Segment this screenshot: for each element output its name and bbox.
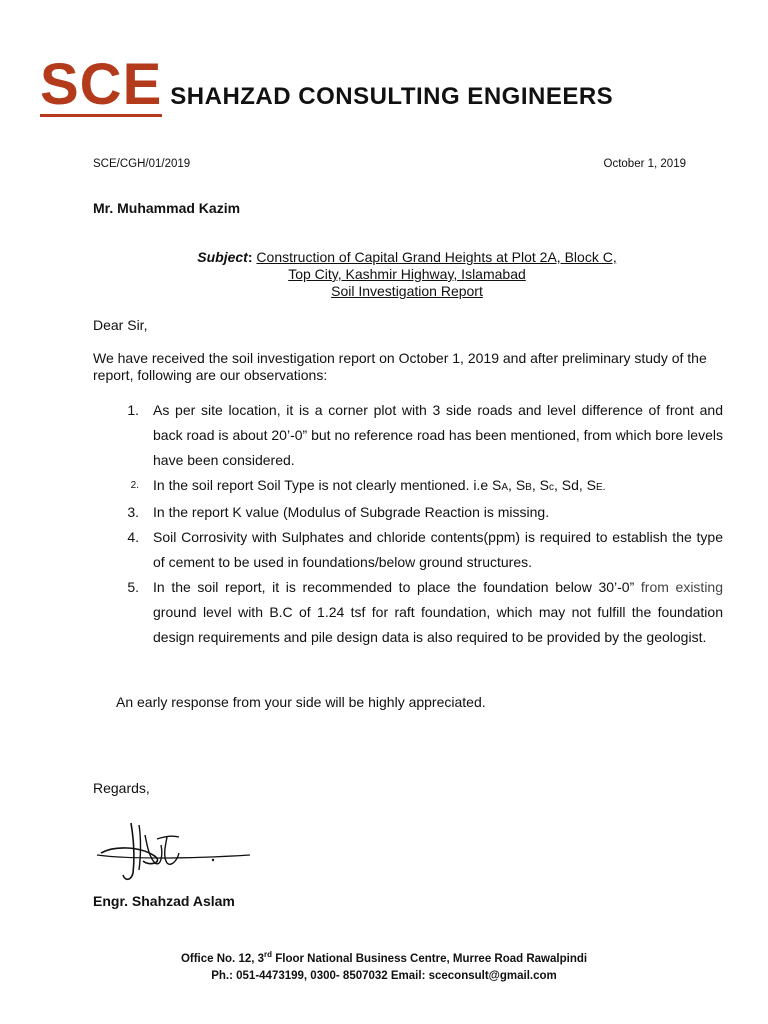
soil-type-sep: , S [531, 477, 549, 493]
list-item [93, 398, 723, 473]
list-item [93, 525, 723, 575]
soil-type-b: B [525, 482, 532, 493]
item-text: As per site location, it is a corner plot with 3 side roads and level difference of front and back road is about 20’-0” but no reference road has been mentioned, from which bore levels have been considered. [153, 402, 723, 468]
item-text [153, 473, 723, 500]
list-item [93, 500, 723, 525]
closing-sentence: An early response from your side will be highly appreciated. [116, 694, 486, 710]
soil-type-a: A [501, 482, 509, 493]
footer-sup: rd [264, 950, 273, 959]
list-item [93, 473, 723, 500]
intro-paragraph: We have received the soil investigation report on October 1, 2019 and after preliminary study of the report, following are our observations: [93, 350, 707, 383]
item-text [153, 575, 723, 650]
soil-type-c: c [548, 482, 554, 493]
footer-contact: Ph.: 051-4473199, 0300- 8507032 Email: sceconsult@gmail.com [211, 969, 557, 982]
footer-location: Floor National Business Centre, Murree Road Rawalpindi [272, 952, 588, 965]
item-text: Soil Corrosivity with Sulphates and chloride contents(ppm) is required to establish the type of cement to be used in foundations/below ground structures. [153, 529, 723, 570]
company-name: SHAHZAD CONSULTING ENGINEERS [170, 83, 614, 110]
item-text-part: ground level with B.C of 1.24 tsf for raft foundation, which may not fulfill the foundation design requirements and pile design data is also required to be provided by the geologist. [153, 604, 723, 645]
subject-label: Subject [197, 249, 248, 265]
letterhead [40, 52, 614, 117]
signature-image [95, 815, 255, 895]
item-number: 2. [130, 480, 139, 491]
item-text-part: from existing [640, 579, 723, 595]
item-number: 4. [127, 529, 139, 545]
subject-block: Subject: Construction of Capital Grand Heights at Plot 2A, Block C, Top City, Kashmir Highway, Islamabad Soil Investigation Report [197, 249, 617, 299]
subject-line-1: Construction of Capital Grand Heights at Plot 2A, Block C, [256, 249, 617, 265]
footer-address [0, 946, 768, 985]
soil-type-e: E. [596, 482, 606, 493]
recipient-name: Mr. Muhammad Kazim [93, 200, 241, 216]
soil-type-sep: , S [508, 477, 526, 493]
item-number: 5. [127, 579, 139, 595]
signer-name: Engr. Shahzad Aslam [93, 893, 235, 909]
item-text: In the report K value (Modulus of Subgrade Reaction is missing. [153, 504, 550, 520]
soil-type-text: In the soil report Soil Type is not clearly mentioned. i.e S [153, 477, 502, 493]
item-text-part: In the soil report, it is recommended to place the foundation below 30’-0” [153, 579, 635, 595]
subject-line-3: Soil Investigation Report [331, 283, 483, 299]
letter-date: October 1, 2019 [603, 158, 686, 170]
soil-type-d: , Sd, S [553, 477, 596, 493]
company-logo: SCE [40, 52, 163, 117]
list-item [93, 575, 723, 650]
subject-line-2: Top City, Kashmir Highway, Islamabad [288, 266, 526, 282]
observations-list [93, 398, 723, 650]
footer-office: Office No. 12, 3 [180, 952, 265, 965]
item-number: 1. [127, 402, 139, 418]
salutation: Dear Sir, [93, 317, 148, 333]
reference-number: SCE/CGH/01/2019 [93, 158, 191, 170]
item-number: 3. [127, 504, 139, 520]
regards: Regards, [93, 780, 150, 796]
